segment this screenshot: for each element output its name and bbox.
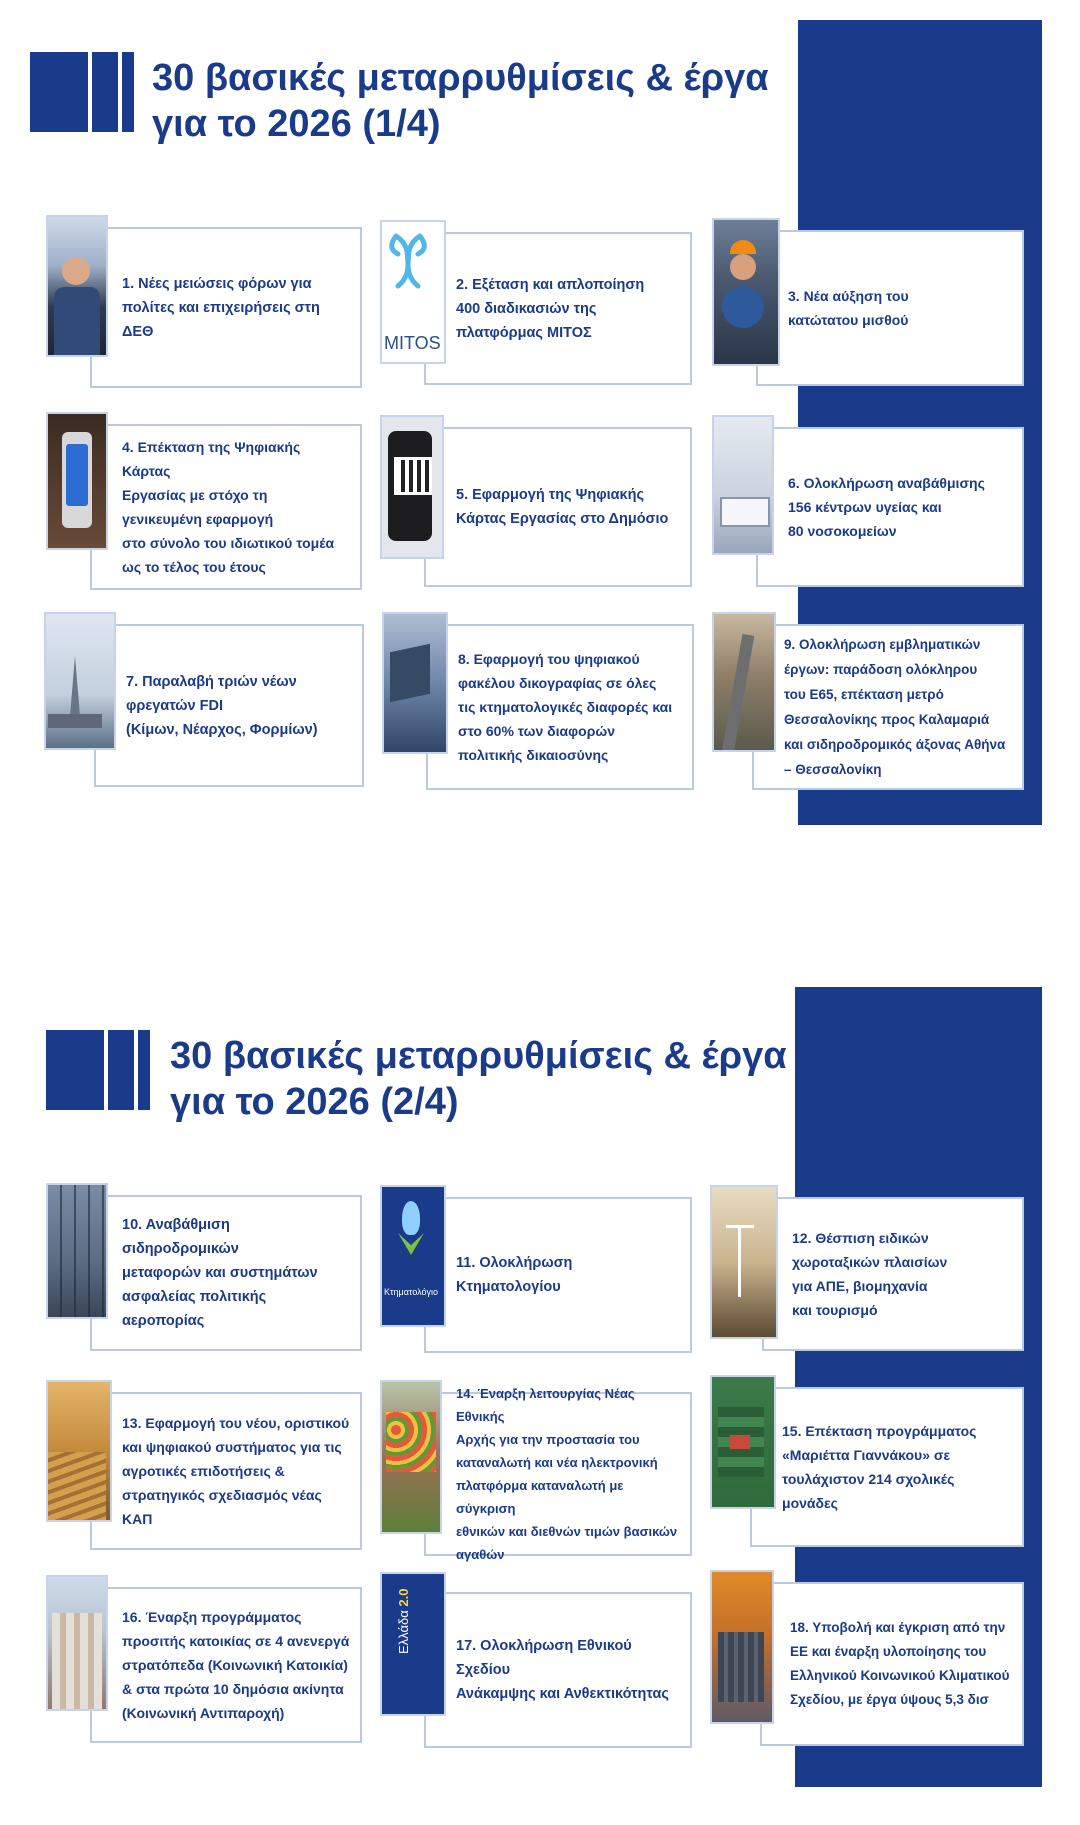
plane-photo <box>46 1183 108 1319</box>
ellada-logo-text: Ελλάδα 2.0 <box>396 1588 411 1654</box>
reform-card-3 <box>712 218 1024 386</box>
reform-text: 1. Νέες μειώσεις φόρων για πολίτες και επιχειρήσεις στη ΔΕΘ <box>122 275 320 340</box>
mitos-logo-text: MITOS <box>384 333 441 353</box>
reform-card-8 <box>382 612 694 790</box>
hospital-photo <box>712 415 774 555</box>
worker-photo <box>712 218 780 366</box>
reform-card-4 <box>46 412 362 590</box>
market-photo <box>380 1380 442 1534</box>
reform-text: 6. Ολοκλήρωση αναβάθμισης 156 κέντρων υγείας και 80 νοσοκομείων <box>788 475 985 539</box>
laptop-photo <box>382 612 448 754</box>
reform-text: 13. Εφαρμογή του νέου, οριστικού και ψηφιακού συστήματος για τις αγροτικές επιδοτήσεις & στρατηγικός σχεδιασμός νέας ΚΑΠ <box>122 1415 350 1527</box>
reform-card-6 <box>712 415 1024 587</box>
reform-card-12 <box>710 1185 1024 1351</box>
reform-text: 9. Ολοκλήρωση εμβληματικών έργων: παράδοση ολόκληρου του Ε65, επέκταση μετρό Θεσσαλονίκης προς Καλαμαριά και σιδηροδρομικός άξονας Αθήνα – Θεσσαλονίκη <box>784 637 1006 777</box>
ship-photo <box>44 612 116 750</box>
slide-1 <box>0 0 1080 900</box>
reform-card-16 <box>46 1575 362 1743</box>
reform-card-1 <box>46 215 362 388</box>
reform-card-9 <box>712 612 1024 790</box>
reform-text: 4. Επέκταση της Ψηφιακής Κάρτας Εργασίας με στόχο τη γενικευμένη εφαρμογή στο σύνολο του ιδιωτικού τομέα ως το τέλος του έτους <box>122 439 335 575</box>
qr-phone-photo <box>380 415 444 559</box>
reform-text: 14. Έναρξη λειτουργίας Νέας Εθνικής Αρχής για την προστασία του καταναλωτή και νέα ηλεκτρονική πλατφόρμα καταναλωτή με σύγκριση εθνικών και διεθνών τιμών βασικών αγαθών <box>456 1386 678 1562</box>
reform-text: 5. Εφαρμογή της Ψηφιακής Κάρτας Εργασίας στο Δημόσιο <box>456 487 669 527</box>
slide-2 <box>0 975 1080 1825</box>
mitos-knot-icon <box>388 230 428 310</box>
road-photo <box>712 612 776 752</box>
reform-text: 8. Εφαρμογή του ψηφιακού φακέλου δικογραφίας σε όλες τις κτηματολογικές διαφορές και στο 60% των διαφορών πολιτικής δικαιοσύνης <box>458 651 673 763</box>
reform-text: 10. Αναβάθμιση σιδηροδρομικών μεταφορών και συστημάτων ασφαλείας πολιτικής αεροπορίας <box>122 1217 318 1329</box>
slide-title: 30 βασικές μεταρρυθμίσεις & έργα για το 2026 (1/4) <box>152 57 769 145</box>
farm-photo <box>46 1380 112 1522</box>
reform-text: 15. Επέκταση προγράμματος «Μαριέττα Γιαννάκου» σε τουλάχιστον 214 σχολικές μονάδες <box>782 1423 977 1511</box>
ktimatologio-logo <box>380 1185 446 1327</box>
climate-photo <box>710 1570 774 1724</box>
reform-text: 12. Θέσπιση ειδικών χωροταξικών πλαισίων για ΑΠΕ, βιομηχανία και τουρισμό <box>792 1230 948 1318</box>
reform-text: 3. Νέα αύξηση του κατώτατου μισθού <box>788 288 909 328</box>
school-photo <box>710 1375 776 1509</box>
reform-text: 7. Παραλαβή τριών νέων φρεγατών FDI (Κίμων, Νέαρχος, Φορμίων) <box>126 673 318 738</box>
reform-card-11 <box>380 1185 692 1353</box>
reform-card-17 <box>380 1572 692 1748</box>
phone-photo <box>46 412 108 550</box>
leaf-icon <box>398 1233 424 1255</box>
reform-card-15 <box>710 1375 1024 1547</box>
city-photo <box>46 1575 108 1711</box>
reform-card-13 <box>46 1380 362 1550</box>
reform-text: 2. Εξέταση και απλοποίηση 400 διαδικασιών της πλατφόρμας ΜΙΤΟΣ <box>456 276 645 341</box>
reform-card-7 <box>44 612 364 787</box>
wind-turbine-photo <box>710 1185 778 1339</box>
people-photo <box>46 215 108 357</box>
reform-card-10 <box>46 1183 362 1351</box>
ellada-2-0-logo <box>380 1572 446 1716</box>
reform-card-5 <box>380 415 692 587</box>
ktimatologio-logo-text: Κτηματολόγιο <box>383 1287 439 1297</box>
slide-title: 30 βασικές μεταρρυθμίσεις & έργα για το 2026 (2/4) <box>170 1035 787 1123</box>
reform-card-2 <box>380 220 692 385</box>
reform-card-14 <box>380 1380 692 1562</box>
reform-text: 17. Ολοκλήρωση Εθνικού Σχεδίου Ανάκαμψης και Ανθεκτικότητας <box>456 1638 669 1702</box>
drop-icon <box>402 1201 420 1235</box>
reform-text: 16. Έναρξη προγράμματος προσιτής κατοικίας σε 4 ανενεργά στρατόπεδα (Κοινωνική Κατοικία) & στα πρώτα 10 δημόσια ακίνητα (Κοινωνική Αντιπαροχή) <box>122 1609 350 1721</box>
reform-card-18 <box>710 1570 1024 1746</box>
reform-text: 18. Υποβολή και έγκριση από την ΕΕ και έναρξη υλοποίησης του Ελληνικού Κοινωνικού Κλιματικού Σχεδίου, με έργα ύψους 5,3 δισ <box>790 1620 1010 1707</box>
mitos-logo <box>380 220 446 364</box>
reform-text: 11. Ολοκλήρωση Κτηματολογίου <box>456 1255 573 1295</box>
